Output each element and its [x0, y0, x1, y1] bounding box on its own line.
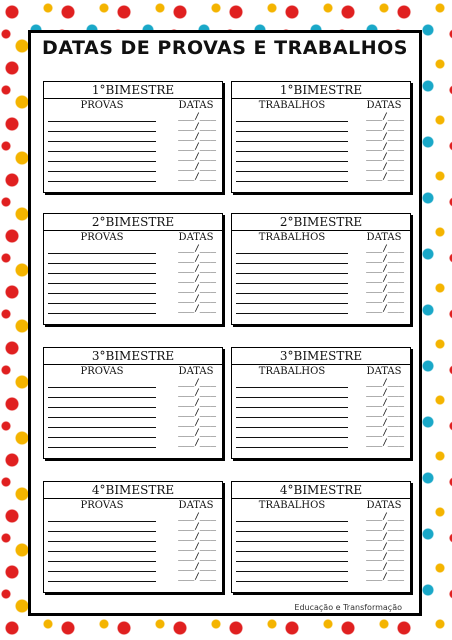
bimester-box: [231, 347, 411, 459]
date-blank: ___/___: [366, 254, 404, 264]
entry-line: [236, 417, 348, 418]
box-heading: 2°BIMESTRE: [232, 214, 410, 231]
date-blank: ___/___: [366, 408, 404, 418]
box-heading: 1°BIMESTRE: [232, 82, 410, 99]
column-header-left: PROVAS: [80, 100, 124, 111]
entry-line: [48, 273, 156, 274]
column-header-left: TRABALHOS: [258, 366, 326, 377]
entry-line: [236, 273, 348, 274]
date-blank: ___/___: [178, 398, 216, 408]
entry-line: [236, 387, 348, 388]
box-heading: 1°BIMESTRE: [44, 82, 222, 99]
date-blank: ___/___: [366, 438, 404, 448]
date-blank: ___/___: [366, 152, 404, 162]
column-headers: [44, 99, 222, 113]
entry-line: [48, 263, 156, 264]
box-heading: 4°BIMESTRE: [232, 482, 410, 499]
date-blank: ___/___: [366, 162, 404, 172]
entry-line: [236, 161, 348, 162]
entry-line: [236, 141, 348, 142]
date-blank: ___/___: [366, 572, 404, 582]
entry-line: [48, 397, 156, 398]
column-header-right: DATAS: [178, 232, 214, 243]
date-blank: ___/___: [366, 418, 404, 428]
date-blank: ___/___: [366, 532, 404, 542]
entry-line: [48, 581, 156, 582]
date-blank: ___/___: [366, 552, 404, 562]
entry-line: [236, 581, 348, 582]
entry-line: [236, 407, 348, 408]
date-blank: ___/___: [178, 162, 216, 172]
entry-line: [236, 293, 348, 294]
entry-line: [48, 407, 156, 408]
column-header-right: DATAS: [366, 366, 402, 377]
entry-line: [236, 303, 348, 304]
column-headers: [232, 99, 410, 113]
date-blank: ___/___: [366, 562, 404, 572]
entry-line: [48, 571, 156, 572]
column-header-left: PROVAS: [80, 500, 124, 511]
date-blank: ___/___: [178, 264, 216, 274]
entry-line: [236, 561, 348, 562]
date-blank: ___/___: [178, 562, 216, 572]
entry-line: [236, 551, 348, 552]
entry-line: [48, 437, 156, 438]
date-blank: ___/___: [178, 572, 216, 582]
bimester-box: [231, 213, 411, 325]
date-blank: ___/___: [178, 142, 216, 152]
entry-line: [236, 283, 348, 284]
entry-line: [236, 181, 348, 182]
entry-line: [48, 283, 156, 284]
bimester-box: [43, 481, 223, 593]
date-blank: ___/___: [178, 512, 216, 522]
bimester-box: [231, 481, 411, 593]
date-blank: ___/___: [366, 132, 404, 142]
bimester-box: [43, 213, 223, 325]
entry-line: [48, 161, 156, 162]
column-headers: [44, 231, 222, 245]
date-blank: ___/___: [366, 542, 404, 552]
date-blank: ___/___: [366, 142, 404, 152]
date-blank: ___/___: [366, 122, 404, 132]
date-blank: ___/___: [178, 284, 216, 294]
date-blank: ___/___: [178, 552, 216, 562]
date-blank: ___/___: [178, 244, 216, 254]
date-blank: ___/___: [178, 274, 216, 284]
entry-line: [48, 541, 156, 542]
date-blank: ___/___: [178, 532, 216, 542]
date-blank: ___/___: [178, 522, 216, 532]
entry-line: [48, 141, 156, 142]
date-blank: ___/___: [366, 284, 404, 294]
entry-line: [48, 447, 156, 448]
date-blank: ___/___: [366, 304, 404, 314]
entry-line: [48, 181, 156, 182]
entry-line: [236, 171, 348, 172]
entry-line: [48, 551, 156, 552]
worksheet: [28, 30, 422, 616]
entry-line: [236, 531, 348, 532]
date-blank: ___/___: [178, 294, 216, 304]
date-blank: ___/___: [178, 408, 216, 418]
bimester-box: [231, 81, 411, 193]
column-header-right: DATAS: [178, 500, 214, 511]
entry-row: [232, 173, 410, 183]
column-header-left: TRABALHOS: [258, 100, 326, 111]
entry-line: [236, 521, 348, 522]
box-heading: 4°BIMESTRE: [44, 482, 222, 499]
entry-line: [236, 253, 348, 254]
box-heading: 2°BIMESTRE: [44, 214, 222, 231]
entry-line: [48, 531, 156, 532]
entry-line: [48, 387, 156, 388]
entry-line: [48, 253, 156, 254]
bimester-box: [43, 347, 223, 459]
date-blank: ___/___: [366, 512, 404, 522]
entry-line: [48, 293, 156, 294]
date-blank: ___/___: [178, 254, 216, 264]
date-blank: ___/___: [178, 152, 216, 162]
entry-line: [236, 121, 348, 122]
entry-row: [44, 573, 222, 583]
column-header-left: PROVAS: [80, 232, 124, 243]
entry-line: [236, 437, 348, 438]
column-headers: [232, 499, 410, 513]
entry-line: [236, 447, 348, 448]
column-header-right: DATAS: [366, 100, 402, 111]
date-blank: ___/___: [178, 112, 216, 122]
entry-row: [44, 439, 222, 449]
date-blank: ___/___: [366, 398, 404, 408]
entry-line: [236, 263, 348, 264]
date-blank: ___/___: [178, 428, 216, 438]
entry-line: [48, 313, 156, 314]
entry-line: [236, 313, 348, 314]
entry-line: [236, 571, 348, 572]
column-header-left: PROVAS: [80, 366, 124, 377]
entry-row: [232, 439, 410, 449]
date-blank: ___/___: [178, 388, 216, 398]
date-blank: ___/___: [178, 304, 216, 314]
column-header-left: TRABALHOS: [258, 500, 326, 511]
entry-row: [232, 305, 410, 315]
box-heading: 3°BIMESTRE: [232, 348, 410, 365]
entry-line: [48, 121, 156, 122]
page-title: DATAS DE PROVAS E TRABALHOS: [42, 37, 408, 59]
date-blank: ___/___: [366, 388, 404, 398]
date-blank: ___/___: [178, 122, 216, 132]
entry-line: [48, 427, 156, 428]
entry-line: [236, 151, 348, 152]
date-blank: ___/___: [366, 112, 404, 122]
entry-row: [44, 173, 222, 183]
column-headers: [44, 365, 222, 379]
column-header-left: TRABALHOS: [258, 232, 326, 243]
entry-line: [236, 131, 348, 132]
date-blank: ___/___: [366, 294, 404, 304]
date-blank: ___/___: [366, 428, 404, 438]
date-blank: ___/___: [178, 542, 216, 552]
column-headers: [44, 499, 222, 513]
column-header-right: DATAS: [366, 500, 402, 511]
date-blank: ___/___: [178, 172, 216, 182]
date-blank: ___/___: [178, 418, 216, 428]
entry-row: [44, 305, 222, 315]
entry-line: [48, 131, 156, 132]
date-blank: ___/___: [178, 132, 216, 142]
entry-line: [48, 521, 156, 522]
box-heading: 3°BIMESTRE: [44, 348, 222, 365]
date-blank: ___/___: [366, 522, 404, 532]
entry-line: [48, 151, 156, 152]
entry-line: [48, 417, 156, 418]
date-blank: ___/___: [366, 244, 404, 254]
date-blank: ___/___: [178, 378, 216, 388]
column-headers: [232, 231, 410, 245]
entry-row: [232, 573, 410, 583]
entry-line: [48, 171, 156, 172]
credit-text: Educação e Transformação: [294, 603, 402, 612]
bimester-box: [43, 81, 223, 193]
date-blank: ___/___: [366, 264, 404, 274]
column-headers: [232, 365, 410, 379]
entry-line: [236, 397, 348, 398]
date-blank: ___/___: [366, 172, 404, 182]
entry-line: [48, 561, 156, 562]
column-header-right: DATAS: [366, 232, 402, 243]
entry-line: [48, 303, 156, 304]
column-header-right: DATAS: [178, 366, 214, 377]
date-blank: ___/___: [366, 274, 404, 284]
column-header-right: DATAS: [178, 100, 214, 111]
date-blank: ___/___: [178, 438, 216, 448]
entry-line: [236, 541, 348, 542]
date-blank: ___/___: [366, 378, 404, 388]
entry-line: [236, 427, 348, 428]
